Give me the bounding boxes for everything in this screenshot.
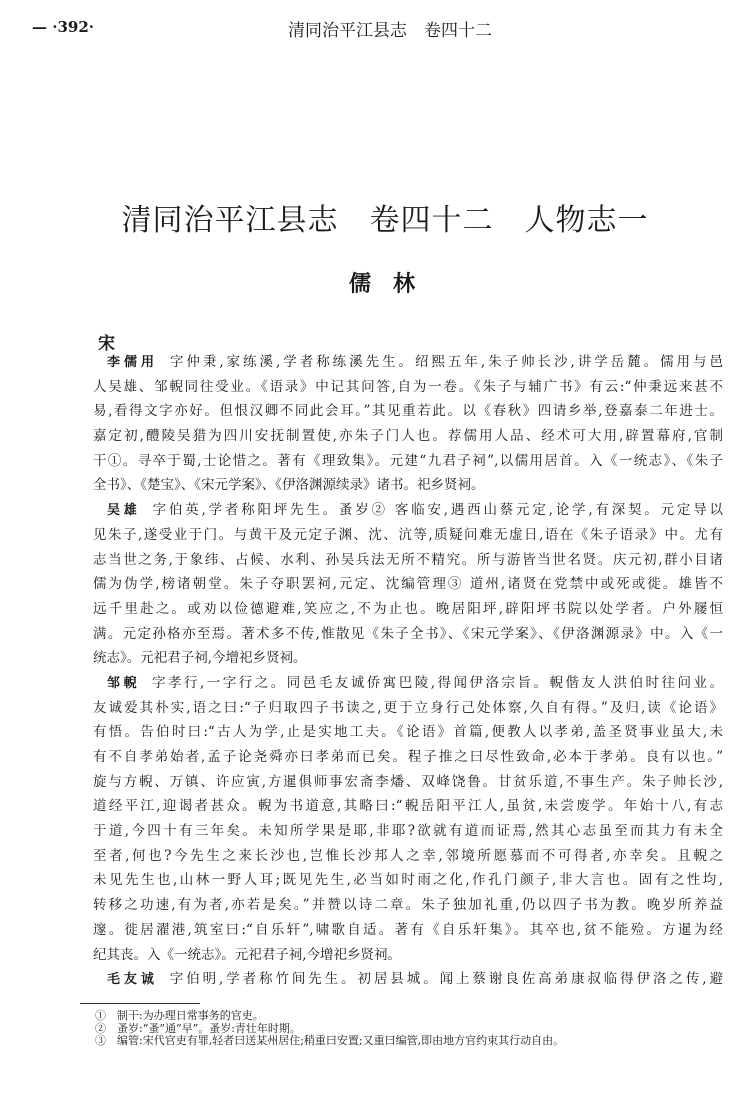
line-text: 见朱子,遂受业于门。与黄干及元定子渊、沈、沆等,质疑问难无虚日,语在《朱子语录》中。尤有 [93,526,723,543]
line-text: 友诚爱其朴实,语之曰:“子归取四子书读之,更于立身行己处体察,久自有得。”及归,读《论语》 [93,699,723,716]
text-line [93,893,723,918]
text-line [93,696,723,721]
section-title: 儒 林 [348,271,415,297]
line-text: 易,看得文字亦好。但恨汉卿不同此会耳。”其见重若此。以《春秋》四请乡举,登嘉泰二年进士。 [93,403,723,420]
line-text: 于道,今四十有三年矣。未知所学果是耶,非耶?欲就有道而证焉,然其心志虽至而其力有未全 [93,823,723,840]
line-text: 字伯英,学者称阳坪先生。蚤岁② 客临安,遇西山蔡元定,论学,有深契。元定导以 [152,502,723,519]
text-line [93,770,723,795]
line-text: 远千里赴之。或劝以俭德避难,笑应之,不为止也。晚居阳坪,辟阳坪书院以处学者。户外屦恒 [93,600,723,617]
text-line [93,819,723,844]
line-text: 道经平江,迎谒者甚众。輗为书道意,其略曰:“輗岳阳平江人,虽贫,未尝废学。年始十八,有志 [93,798,723,815]
line-text: 有悟。告伯时曰:“古人为学,止是实地工夫。《论语》首篇,便教人以孝弟,盖圣贤事业虽大,未 [93,724,723,741]
text-line [93,720,723,745]
person-name: 毛友诚 [107,972,158,988]
footnote-divider [80,1003,200,1004]
running-title: 清同治平江县志 卷四十二 [288,21,492,41]
line-text: 字伯明,学者称竹间先生。初居县城。闻上蔡谢良佐高弟康叔临得伊洛之传,避 [169,971,723,988]
text-line [93,572,723,597]
text-line [93,399,723,424]
footnotes [95,1010,725,1048]
text-line [93,597,723,622]
line-text: 干①。寻卒于蜀,士论惜之。著有《理致集》。元建“九君子祠”,以儒用居首。入《一统志》、《朱子 [93,452,723,469]
dynasty-heading: 宋 [98,334,115,354]
text-line [93,918,723,943]
line-text: 字孝行,一字行之。同邑毛友诚侨寓巴陵,得闻伊洛宗旨。輗偕友人洪伯时往问业。 [152,674,723,691]
text-line [93,745,723,770]
line-text: 嘉定初,醴陵吴猎为四川安抚制置使,亦朱子门人也。荐儒用人品、经术可大用,辟置幕府,官制 [93,428,723,445]
line-text: 志当世之务,于象纬、占候、水利、孙吴兵法无所不精究。所与游皆当世名贤。庆元初,群小目诸 [93,551,723,568]
person-name: 李儒用 [107,355,158,370]
footnote: ① 制干:为办理日常事务的官吏。 [95,1009,264,1022]
line-text: 至者,何也?今先生之来长沙也,岂惟长沙邦人之幸,邻境所愿慕而不可得者,亦幸矣。且輗之 [93,847,723,864]
text-line [93,424,723,449]
line-text: 旋与方輗、万镇、许应寅,方暹俱师事宏斋李燔、双峰饶鲁。甘贫乐道,不事生产。朱子帅长沙, [93,773,723,790]
line-text: 统志》。元祀君子祠,今增祀乡贤祠。 [93,650,307,667]
line-text: 人吴雄、邹輗同往受业。《语录》中记其问答,自为一卷。《朱子与辅广书》有云:“仲秉远来甚不 [93,378,723,395]
footnote: ③ 编管:宋代官吏有罪,轻者曰送某州居住;稍重曰安置;又重曰编管,即由地方官约束其行动自由。 [95,1034,565,1047]
body-text [93,350,723,992]
text-line [93,473,723,498]
text-line [93,868,723,893]
line-text: 儒为伪学,榜诸朝堂。朱子夺职罢祠,元定、沈编管理③ 道州,诸贤在党禁中或死或徙。雄皆不 [93,576,723,593]
footnote: ② 蚤岁:“蚤”通“早”。蚤岁:青壮年时期。 [95,1021,301,1035]
page-title: 清同治平江县志 卷四十二 人物志一 [121,203,649,238]
line-text: 全书》、《楚宝》、《宋元学案》、《伊洛渊源续录》诸书。祀乡贤祠。 [93,477,485,494]
page-number: — ·392· [32,18,94,36]
text-line [93,671,723,696]
text-line [93,350,723,375]
line-text: 字仲秉,家练溪,学者称练溪先生。绍熙五年,朱子帅长沙,讲学岳麓。儒用与邑 [169,354,723,370]
text-line [93,523,723,548]
line-text: 邃。徙居濯港,筑室曰:“自乐轩”,啸歌自适。著有《自乐轩集》。其卒也,贫不能殓。方暹为经 [93,921,723,938]
text-line [93,844,723,869]
person-name: 吴雄 [107,503,141,519]
text-line [93,967,723,992]
text-line [93,622,723,647]
text-line [93,646,723,671]
text-line [93,548,723,573]
line-text: 有不自孝弟始者,孟子论尧舜亦曰孝弟而已矣。程子推之曰尽性致命,必本于孝弟。良有以也。” [93,749,723,765]
text-line [93,375,723,400]
person-name: 邹輗 [107,675,140,691]
text-line [93,943,723,968]
line-text: 纪其丧。入《一统志》。元祀君子祠,今增祀乡贤祠。 [93,946,402,963]
text-line [93,498,723,523]
text-line [93,449,723,474]
line-text: 满。元定孙格亦至焉。著术多不传,惟散见《朱子全书》、《宋元学案》、《伊洛渊源录》中。入《一 [93,625,723,642]
text-line [93,794,723,819]
line-text: 转移之功速,有为者,亦若是矣。”并赞以诗二章。朱子独加礼重,仍以四子书为教。晚岁所养益 [93,897,723,914]
line-text: 未见先生也,山林一野人耳;既见先生,必当如时雨之化,作孔门颜子,非大言也。固有之性均, [93,872,723,889]
